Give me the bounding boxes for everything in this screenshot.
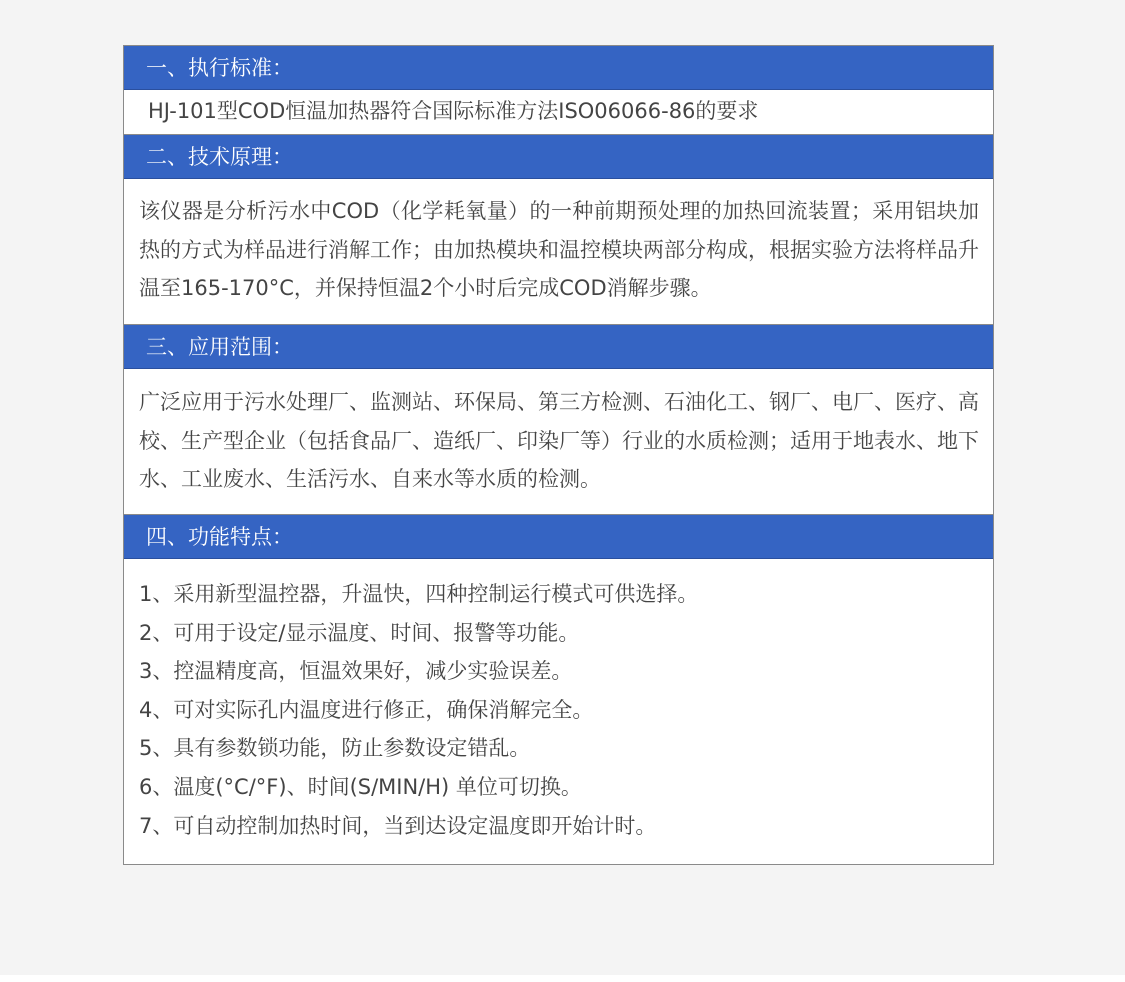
section-body-standard: HJ-101型COD恒温加热器符合国际标准方法ISO06066-86的要求 bbox=[124, 90, 993, 135]
section-body-features bbox=[124, 559, 993, 864]
section-header-scope: 三、应用范围： bbox=[124, 325, 993, 369]
section-body-principle: 该仪器是分析污水中COD（化学耗氧量）的一种前期预处理的加热回流装置；采用铝块加热的方式为样品进行消解工作；由加热模块和温控模块两部分构成，根据实验方法将样品升温至165-170°C，并保持恒温2个小时后完成COD消解步骤。 bbox=[124, 179, 993, 325]
feature-item: 1、采用新型温控器，升温快，四种控制运行模式可供选择。 bbox=[139, 582, 699, 606]
feature-item: 3、控温精度高，恒温效果好，减少实验误差。 bbox=[139, 659, 573, 684]
feature-item: 7、可自动控制加热时间，当到达设定温度即开始计时。 bbox=[139, 813, 657, 838]
section-header-principle: 二、技术原理： bbox=[124, 135, 993, 179]
section-header-features: 四、功能特点： bbox=[124, 515, 993, 559]
feature-item: 2、可用于设定/显示温度、时间、报警等功能。 bbox=[139, 620, 580, 645]
section-header-standard: 一、执行标准： bbox=[124, 46, 993, 90]
spec-card bbox=[123, 45, 994, 865]
section-body-scope: 广泛应用于污水处理厂、监测站、环保局、第三方检测、石油化工、钢厂、电厂、医疗、高校、生产型企业（包括食品厂、造纸厂、印染厂等）行业的水质检测；适用于地表水、地下水、工业废水、生活污水、自来水等水质的检测。 bbox=[124, 369, 993, 515]
feature-item: 5、具有参数锁功能，防止参数设定错乱。 bbox=[139, 736, 531, 761]
feature-item: 4、可对实际孔内温度进行修正，确保消解完全。 bbox=[139, 697, 594, 722]
feature-item: 6、温度(°C/°F)、时间(S/MIN/H) 单位可切换。 bbox=[139, 774, 582, 799]
